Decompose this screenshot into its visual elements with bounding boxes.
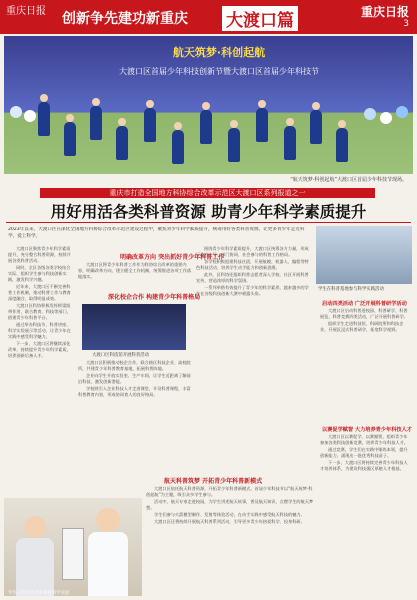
banner-sub-text: 大渡口区首届少年科技创新节暨大渡口区首届少年科技节 [119, 67, 319, 76]
mid-photo-caption: 大渡口区科技馆开展科普活动 [92, 353, 150, 358]
photo-caption: “航天筑梦·科创起航”大渡口区首届少年科技节现场。 [290, 177, 407, 183]
kicker: 重庆市打造全国地方科协综合改革示范区大渡口区系列报道之一 [40, 188, 375, 198]
lead-paragraph: 2023年以来，大渡口区在深化全国地方科协综合改革示范区建设过程中，聚焦青少年科学素质提升，统筹用好各类科普资源，让更多青少年走近科学、爱上科学。 [8, 227, 305, 239]
body-column-4b: 大渡口区以赛促学、以赛赋智，组织青少年参加各类科技创新竞赛，培养青少年科技人才。 通过竞赛，学生们在实践中锤炼本领，提升创新能力，涌现出一批优秀科技苗子。 下一步，大渡口区将持续完善青少年科技人才培养体系，为建设科技强区厚植人才根基。 [320, 434, 408, 471]
body-column-2a: 大渡口区将青少年科普工作作为科协综合改革的重要内容，明确改革方向，建立健全工作机制，统筹推进各项工作落地落实。 [78, 262, 192, 279]
page-number: 3 [403, 19, 409, 29]
masthead-note: 重庆日报 [6, 6, 46, 17]
side-photo-top [316, 226, 412, 284]
body-column-3: 围绕青少年科学素质提升，大渡口区统筹各方力量，形成了政府主导、部门协同、社会参与的科普工作格局。 各学校积极组建科技社团，开展航模、机器人、编程等特色科技活动，培养学生动手能力和创新思维。 此外，区科协还组织科普志愿者深入学校、社区开展科普宣传，营造浓厚的科学氛围。 一系列举措有效提升了青少年的科学素养，越来越多的学生在各级科技创新大赛中崭露头角。 [196, 246, 309, 296]
body-column-4a: 大渡口区启动科普进校园、科普研学、科普展览、科普竞赛四类活动，广泛开展科普研学。 组织学生走进科技馆、科研院所和科技企业，开展沉浸式科普研学，拓宽科学视野。 [320, 308, 408, 332]
spacer [78, 300, 80, 301]
section-title-2: 深化校企合作 构建青少年科普格局 [108, 294, 201, 301]
mid-photo [82, 304, 186, 350]
side-photo-caption: 学生在科普基地参与科学实践活动 [318, 287, 384, 292]
newspaper-brand: 重庆日报 [360, 5, 409, 19]
section-title-5: 以赛促学赋智 大力培养青少年科技人才 [322, 427, 412, 433]
headline: 用好用活各类科普资源 助青少年科学素质提升 [50, 202, 367, 221]
body-column-5: 大渡口区依托航天科普资源，开拓青少年科普新模式。首届少年科技节以“航天筑梦·科创起航”为主题，吸引众多学生参与。 活动中，航天专家走进校园，为学生讲述航天故事，普及航天知识，点燃学生的航天梦想。 学生们参与火箭模型制作、发射等体验活动，在动手实践中感受航天科技的魅力。 大渡口区还将持续开展航天科普系列活动，引导更多青少年热爱科学、投身科研。 [146, 486, 314, 524]
page-header [0, 0, 417, 34]
series-title: 创新争先建功新重庆 [62, 11, 188, 27]
banner-main-text: 航天筑梦·科创起航 [172, 46, 266, 59]
section-title-3: 航天科普筑梦 开拓青少年科普新模式 [164, 478, 263, 485]
bottom-left-photo [4, 498, 142, 596]
divider [6, 222, 411, 223]
section-title-1: 明确改革方向 突出抓好青少年科普工作 [120, 254, 225, 261]
lead-photo [4, 36, 413, 174]
bottom-photo-caption: 学生在科普活动中体验科学实验 [8, 591, 70, 596]
body-column-2b: 大渡口区积极推动校企合作，联合辖区科技企业、高校院所，共建青少年科普教育基地，拓展科普阵地。 企业向学生开放实验室、生产车间，让学生近距离了解前沿科技，激发创新潜能。 学校则引入企业科技人才走进课堂，开设科普课程，丰富科普教育内容，形成协同育人的良好格局。 [78, 360, 191, 397]
body-column-1: 大渡口区聚焦青少年科学素质提升，充分整合科普资源，持续开展各类科普活动。 同时，全区各级各类学校结合实际，组织学生参与科技创新实践，激发科学兴趣。 近年来，大渡口区不断完善科普工作机制，推动科普工作与教育深度融合，取得明显成效。 大渡口区科协积极发挥桥梁纽带作用，联合教育、科技等部门，搭建青少年科普平台。 通过举办科技节、科普讲座、科学实验展示等活动，让青少年在实践中感受科学魅力。 下一步，大渡口区将继续深化改革，持续提升青少年科学素质，培养创新后备人才。 [8, 246, 71, 358]
section-title-4: 启动四类活动 广泛开展科普研学活动 [322, 301, 407, 307]
edition-label: 大渡口篇 [222, 6, 298, 31]
